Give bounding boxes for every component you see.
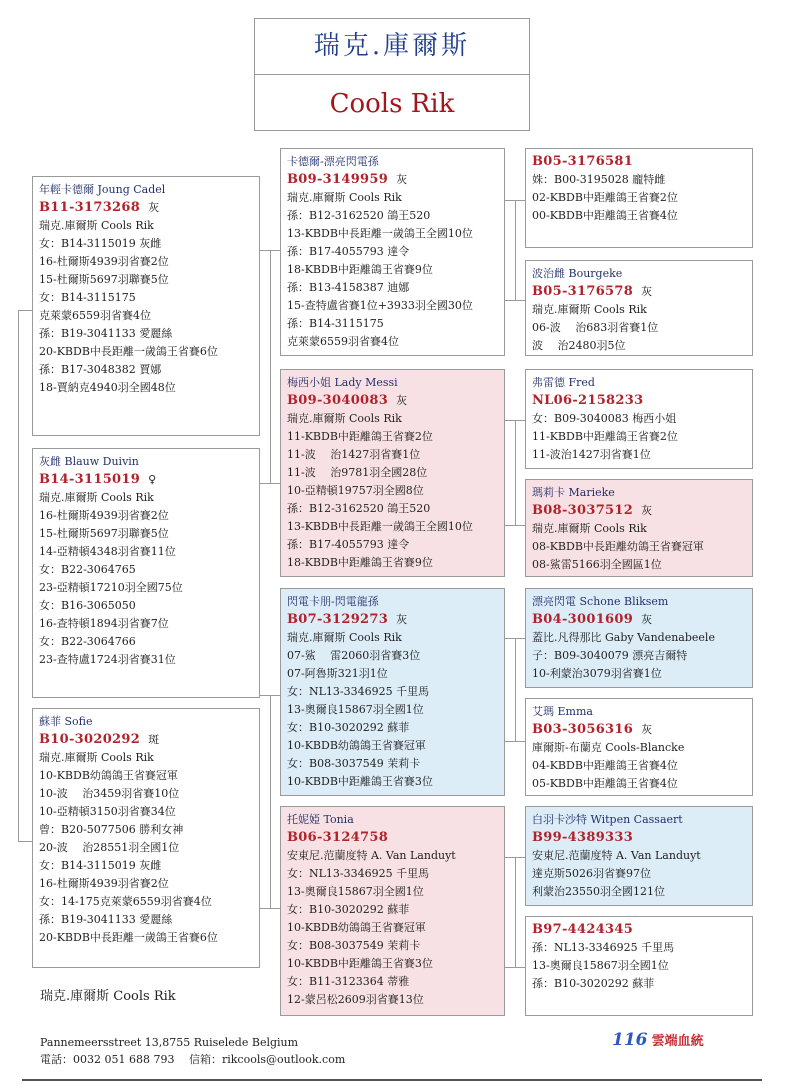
- record-line: 12-蒙呂松2609羽省賽13位: [287, 993, 424, 1006]
- record-line: 女：B10-3020292 蘇菲: [287, 721, 410, 734]
- record-line: 瑞克.庫爾斯 Cools Rik: [39, 491, 154, 504]
- record-line: 達克斯5026羽省賽97位: [532, 867, 651, 880]
- bird-name: 卡德爾-漂亮閃電孫: [287, 155, 379, 168]
- bird-name: 波治雌 Bourgeke: [532, 267, 623, 280]
- connector: [270, 250, 271, 483]
- record-line: 10-KBDB幼鴿鴿王省賽冠軍: [287, 921, 426, 934]
- bird-color: 灰: [641, 504, 653, 517]
- record-line: 女：B14-3115019 灰雌: [39, 859, 162, 872]
- bird-sex: ♀: [148, 473, 157, 486]
- pedigree-box-ggp-4: [525, 479, 753, 577]
- record-line: 姝：B00-3195028 龐特雌: [532, 173, 666, 186]
- connector: [515, 420, 516, 525]
- ring-number: B07-3129273 灰: [287, 612, 408, 627]
- ring-number: NL06-2158233: [532, 393, 644, 408]
- bird-record-list: [287, 189, 498, 351]
- ring-number: B03-3056316 灰: [532, 722, 653, 737]
- record-line: 女：NL13-3346925 千里馬: [287, 867, 430, 880]
- record-line: 10-利蒙治3079羽省賽1位: [532, 667, 662, 680]
- record-line: 15-杜爾斯5697羽聯賽5位: [39, 273, 169, 286]
- record-line: 11-波 治9781羽全國28位: [287, 466, 428, 479]
- record-line: 18-KBDB中距離鴿王省賽9位: [287, 556, 433, 569]
- record-line: 10-亞精頓19757羽全國8位: [287, 484, 424, 497]
- record-line: 10-KBDB中距離鴿王省賽3位: [287, 957, 433, 970]
- pedigree-box-grandsire: [280, 148, 505, 356]
- record-line: 孫：NL13-3346925 千里馬: [532, 941, 675, 954]
- bird-record-list: [532, 739, 746, 793]
- bird-record-list: [39, 489, 253, 669]
- connector: [505, 638, 525, 639]
- bird-name: 托妮婭 Tonia: [287, 813, 354, 826]
- bird-record-list: [287, 629, 498, 791]
- record-line: 13-奧爾良15867羽全國1位: [287, 703, 424, 716]
- record-line: 子：B09-3040079 漂亮吉爾特: [532, 649, 688, 662]
- bird-record-list: [532, 171, 746, 225]
- pedigree-box-grandsire-dam-side: [280, 588, 505, 796]
- bird-record-list: [532, 939, 746, 993]
- owner-name-en: Cools Rik: [329, 89, 455, 119]
- bird-color: 灰: [641, 723, 653, 736]
- ring-number: B09-3040083 灰: [287, 393, 408, 408]
- connector: [260, 250, 280, 251]
- record-line: 15-杜爾斯5697羽聯賽5位: [39, 527, 169, 540]
- bird-record-list: [532, 301, 746, 355]
- record-line: 20-KBDB中長距離一歲鴿王省賽6位: [39, 931, 218, 944]
- record-line: 女：B10-3020292 蘇菲: [287, 903, 410, 916]
- record-line: 18-KBDB中距離鴿王省賽9位: [287, 263, 433, 276]
- record-line: 孫：B17-4055793 達令: [287, 538, 410, 551]
- bird-name: 白羽卡沙特 Witpen Cassaert: [532, 813, 683, 826]
- record-line: 13-KBDB中長距離一歲鴿王全國10位: [287, 227, 473, 240]
- record-line: 20-KBDB中長距離一歲鴿王省賽6位: [39, 345, 218, 358]
- record-line: 04-KBDB中距離鴿王省賽4位: [532, 759, 678, 772]
- record-line: 11-KBDB中距離鴿王省賽2位: [287, 430, 433, 443]
- record-line: 瑞克.庫爾斯 Cools Rik: [39, 219, 154, 232]
- record-line: 13-KBDB中長距離一歲鴿王全國10位: [287, 520, 473, 533]
- record-line: 07-鯊 雷2060羽省賽3位: [287, 649, 421, 662]
- record-line: 安東尼.范蘭度特 A. Van Landuyt: [287, 849, 456, 862]
- brand-logo: [612, 1030, 704, 1050]
- record-line: 14-亞精頓4348羽省賽11位: [39, 545, 176, 558]
- pedigree-box-ggp-6: [525, 698, 753, 796]
- record-line: 瑞克.庫爾斯 Cools Rik: [532, 522, 647, 535]
- record-line: 曾：B20-5077506 勝利女神: [39, 823, 184, 836]
- bird-color: 灰: [396, 613, 408, 626]
- record-line: 孫：B12-3162520 鴿王520: [287, 209, 431, 222]
- record-line: 10-KBDB幼鴿鴿王省賽冠軍: [287, 739, 426, 752]
- connector: [515, 638, 516, 741]
- pedigree-box-subject: [32, 448, 260, 698]
- record-line: 瑞克.庫爾斯 Cools Rik: [287, 631, 402, 644]
- record-line: 女：B22-3064766: [39, 635, 136, 648]
- bird-record-list: [532, 847, 746, 901]
- connector: [515, 857, 516, 967]
- connector: [505, 967, 525, 968]
- record-line: 女：B08-3037549 茉莉卡: [287, 939, 421, 952]
- record-line: 11-KBDB中距離鴿王省賽2位: [532, 430, 678, 443]
- record-line: 15-查特盧省賽1位+3933羽全國30位: [287, 299, 473, 312]
- record-line: 女：B11-3123364 蒂雅: [287, 975, 410, 988]
- record-line: 女：B14-3115019 灰雌: [39, 237, 162, 250]
- record-line: 克萊蒙6559羽省賽4位: [287, 335, 399, 348]
- record-line: 11-波 治1427羽省賽1位: [287, 448, 421, 461]
- record-line: 孫：B10-3020292 蘇菲: [532, 977, 655, 990]
- bird-color: 灰: [641, 613, 653, 626]
- connector: [18, 841, 32, 842]
- ring-number: B14-3115019 ♀: [39, 472, 157, 487]
- record-line: 02-KBDB中距離鴿王省賽2位: [532, 191, 678, 204]
- ring-number: B04-3001609 灰: [532, 612, 653, 627]
- connector: [260, 483, 280, 484]
- record-line: 06-波 治683羽省賽1位: [532, 321, 659, 334]
- record-line: 孫：B19-3041133 愛麗絲: [39, 327, 173, 340]
- record-line: 女：NL13-3346925 千里馬: [287, 685, 430, 698]
- record-line: 18-賈納克4940羽全國48位: [39, 381, 176, 394]
- bird-name: 灰雌 Blauw Duivin: [39, 455, 139, 468]
- record-line: 16-杜爾斯4939羽省賽2位: [39, 255, 169, 268]
- record-line: 23-亞精頓17210羽全國75位: [39, 581, 183, 594]
- record-line: 10-KBDB幼鴿鴿王省賽冠軍: [39, 769, 178, 782]
- record-line: 孫：B19-3041133 愛麗絲: [39, 913, 173, 926]
- logo-text: 雲端血統: [651, 1034, 704, 1049]
- record-line: 08-KBDB中長距離幼鴿王省賽冠軍: [532, 540, 704, 553]
- pedigree-box-ggp-2: [525, 260, 753, 356]
- record-line: 女：B22-3064765: [39, 563, 136, 576]
- connector: [260, 908, 280, 909]
- ring-number: B05-3176581: [532, 154, 634, 169]
- record-line: 女：14-175克萊蒙6559羽省賽4位: [39, 895, 212, 908]
- bird-record-list: [287, 410, 498, 572]
- record-line: 孫：B17-3048382 賈娜: [39, 363, 162, 376]
- bird-name: 瑪莉卡 Marieke: [532, 486, 615, 499]
- pedigree-box-granddam: [280, 369, 505, 577]
- bird-record-list: [532, 629, 746, 683]
- bird-color: 灰: [148, 201, 160, 214]
- footer-address-block: [40, 1034, 345, 1068]
- bird-record-list: [532, 520, 746, 574]
- connector: [505, 741, 525, 742]
- bird-name: 弗雷德 Fred: [532, 376, 595, 389]
- connector: [18, 310, 19, 841]
- bird-name: 年輕卡德爾 Joung Cadel: [39, 183, 166, 196]
- record-line: 利蒙治23550羽全國121位: [532, 885, 665, 898]
- record-line: 08-鯊雷5166羽全國區1位: [532, 558, 662, 571]
- record-line: 孫：B12-3162520 鴿王520: [287, 502, 431, 515]
- pedigree-box-ggp-3: [525, 369, 753, 469]
- record-line: 23-查特盧1724羽省賽31位: [39, 653, 176, 666]
- record-line: 孫：B17-4055793 達令: [287, 245, 410, 258]
- record-line: 05-KBDB中距離鴿王省賽4位: [532, 777, 678, 790]
- ring-number: B08-3037512 灰: [532, 503, 653, 518]
- record-line: 16-杜爾斯4939羽省賽2位: [39, 509, 169, 522]
- bird-name: 梅西小姐 Lady Messi: [287, 376, 398, 389]
- bird-name: 蘇菲 Sofie: [39, 715, 93, 728]
- bird-color: 灰: [641, 285, 653, 298]
- record-line: 瑞克.庫爾斯 Cools Rik: [532, 303, 647, 316]
- record-line: 13-奧爾良15867羽全國1位: [287, 885, 424, 898]
- bird-record-list: [287, 847, 498, 1009]
- record-line: 女：B16-3065050: [39, 599, 136, 612]
- record-line: 女：B09-3040083 梅西小姐: [532, 412, 677, 425]
- connector: [505, 300, 525, 301]
- record-line: 女：B14-3115175: [39, 291, 136, 304]
- footer-divider: [22, 1079, 762, 1081]
- bird-record-list: [532, 410, 746, 464]
- ring-number: B11-3173268 灰: [39, 200, 160, 215]
- bird-name: 漂亮閃電 Schone Bliksem: [532, 595, 669, 608]
- record-line: 安東尼.范蘭度特 A. Van Landuyt: [532, 849, 701, 862]
- bird-name: 閃電卡朋-閃電龍孫: [287, 595, 379, 608]
- record-line: 瑞克.庫爾斯 Cools Rik: [287, 412, 402, 425]
- connector: [505, 420, 525, 421]
- bird-color: 灰: [396, 394, 408, 407]
- record-line: 庫爾斯-布蘭克 Cools-Blancke: [532, 741, 685, 754]
- pedigree-box-sire: [32, 176, 260, 436]
- record-line: 16-杜爾斯4939羽省賽2位: [39, 877, 169, 890]
- pedigree-box-ggp-7: [525, 806, 753, 906]
- record-line: 10-亞精頓3150羽省賽34位: [39, 805, 176, 818]
- logo-number: 116: [612, 1030, 648, 1050]
- record-line: 女：B08-3037549 茉莉卡: [287, 757, 421, 770]
- record-line: 瑞克.庫爾斯 Cools Rik: [39, 751, 154, 764]
- record-line: 10-KBDB中距離鴿王省賽3位: [287, 775, 433, 788]
- record-line: 克萊蒙6559羽省賽4位: [39, 309, 151, 322]
- record-line: 11-波治1427羽省賽1位: [532, 448, 651, 461]
- record-line: 16-查特頓1894羽省賽7位: [39, 617, 169, 630]
- owner-name-cn: 瑞克.庫爾斯: [255, 19, 529, 75]
- connector: [270, 695, 271, 908]
- footer-owner: 瑞克.庫爾斯 Cools Rik: [40, 989, 176, 1004]
- footer-contact: 電話：0032 051 688 793 信箱：rikcools@outlook.com: [40, 1053, 346, 1066]
- ring-number: B06-3124758: [287, 830, 389, 845]
- connector: [505, 857, 525, 858]
- record-line: 20-波 治28551羽全國1位: [39, 841, 180, 854]
- ring-number: B97-4424345: [532, 922, 634, 937]
- pedigree-box-ggp-5: [525, 588, 753, 688]
- ring-number: B05-3176578 灰: [532, 284, 653, 299]
- record-line: 蓋比.凡得那比 Gaby Vandenabeele: [532, 631, 715, 644]
- pedigree-box-ggp-1: [525, 148, 753, 248]
- record-line: 13-奧爾良15867羽全國1位: [532, 959, 669, 972]
- pedigree-box-granddam-dam-side: [280, 806, 505, 1016]
- bird-name: 艾瑪 Emma: [532, 705, 593, 718]
- record-line: 波 治2480羽5位: [532, 339, 626, 352]
- record-line: 00-KBDB中距離鴿王省賽4位: [532, 209, 678, 222]
- ring-number: B09-3149959 灰: [287, 172, 408, 187]
- record-line: 10-波 治3459羽省賽10位: [39, 787, 180, 800]
- connector: [505, 525, 525, 526]
- connector: [18, 310, 32, 311]
- footer-address: Pannemeersstreet 13,8755 Ruiselede Belgium: [40, 1036, 299, 1049]
- record-line: 孫：B14-3115175: [287, 317, 384, 330]
- ring-number: B10-3020292 斑: [39, 732, 160, 747]
- record-line: 孫：B13-4158387 迪娜: [287, 281, 410, 294]
- connector: [505, 200, 525, 201]
- bird-record-list: [39, 217, 253, 397]
- bird-color: 灰: [396, 173, 408, 186]
- ring-number: B99-4389333: [532, 830, 634, 845]
- record-line: 07-阿魯斯321羽1位: [287, 667, 388, 680]
- pedigree-box-dam: [32, 708, 260, 968]
- connector: [260, 695, 280, 696]
- bird-color: 斑: [148, 733, 160, 746]
- record-line: 瑞克.庫爾斯 Cools Rik: [287, 191, 402, 204]
- pedigree-box-ggp-8: [525, 916, 753, 1016]
- connector: [515, 200, 516, 300]
- title-box: [254, 18, 530, 131]
- bird-record-list: [39, 749, 253, 947]
